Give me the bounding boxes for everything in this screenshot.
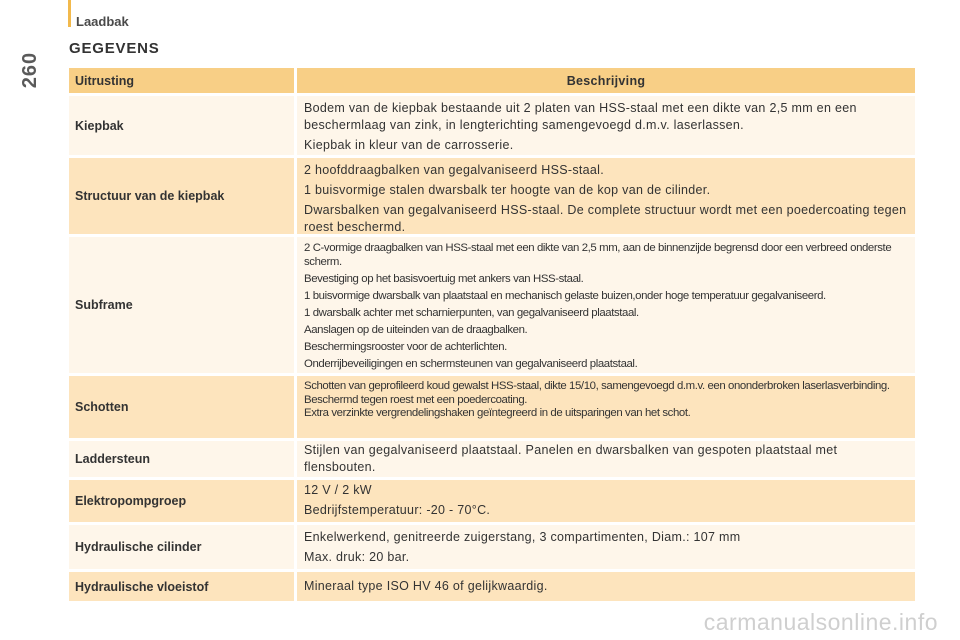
description-line: Bedrijfstemperatuur: -20 - 70°C. xyxy=(304,503,491,517)
specs-table xyxy=(69,68,915,604)
table-row xyxy=(69,96,915,155)
description-line: 2 C-vormige draagbalken van HSS-staal met een dikte van 2,5 mm, aan de binnenzijde begrensd door een verbreed onderste scherm. xyxy=(304,242,892,268)
description-line: Kiepbak in kleur van de carrosserie. xyxy=(304,138,514,152)
section-label: Laadbak xyxy=(76,14,129,29)
row-label: Hydraulische cilinder xyxy=(69,525,294,569)
description-line: Aanslagen op de uiteinden van de draagbalken. xyxy=(304,324,528,336)
row-label: Laddersteun xyxy=(69,441,294,477)
section-accent-bar xyxy=(68,0,71,27)
description-line: Enkelwerkend, genitreerde zuigerstang, 3 compartimenten, Diam.: 107 mm xyxy=(304,530,741,544)
row-description xyxy=(297,572,915,601)
page-number: 260 xyxy=(18,51,41,89)
table-row xyxy=(69,376,915,438)
table-row xyxy=(69,158,915,234)
table-row xyxy=(69,237,915,373)
description-line: 1 buisvormige dwarsbalk van plaatstaal en mechanisch gelaste buizen,onder hoge temperatuur gegalvaniseerd. xyxy=(304,290,826,302)
table-row xyxy=(69,480,915,522)
description-line: 1 dwarsbalk achter met scharnierpunten, van gegalvaniseerd plaatstaal. xyxy=(304,307,639,319)
row-description xyxy=(297,441,915,477)
row-label: Kiepbak xyxy=(69,96,294,155)
row-label: Elektropompgroep xyxy=(69,480,294,522)
description-line: Schotten van geprofileerd koud gewalst HSS-staal, dikte 15/10, samengevoegd d.m.v. een ononderbroken laserlasverbinding. xyxy=(304,380,890,392)
description-line: Bodem van de kiepbak bestaande uit 2 platen van HSS-staal met een dikte van 2,5 mm en een beschermlaag van zink, in lengterichting samengevoegd d.m.v. laserlassen. xyxy=(304,101,857,132)
description-line: Onderrijbeveiligingen en schermsteunen van gegalvaniseerd plaatstaal. xyxy=(304,358,638,370)
table-row xyxy=(69,572,915,601)
row-description xyxy=(297,237,915,373)
row-label: Hydraulische vloeistof xyxy=(69,572,294,601)
description-line: Extra verzinkte vergrendelingshaken geïntegreerd in de uitsparingen van het schot. xyxy=(304,407,691,419)
column-header-equipment: Uitrusting xyxy=(69,68,294,93)
description-line: Max. druk: 20 bar. xyxy=(304,550,410,564)
row-description xyxy=(297,158,915,234)
row-description xyxy=(297,96,915,155)
description-line: Beschermd tegen roest met een poedercoating. xyxy=(304,393,528,406)
row-description xyxy=(297,525,915,569)
description-line: 12 V / 2 kW xyxy=(304,483,372,497)
description-line: 2 hoofddraagbalken van gegalvaniseerd HSS-staal. xyxy=(304,163,605,177)
row-label: Structuur van de kiepbak xyxy=(69,158,294,234)
table-header-row xyxy=(69,68,915,93)
row-label: Subframe xyxy=(69,237,294,373)
row-description xyxy=(297,376,915,438)
watermark: carmanualsonline.info xyxy=(703,609,938,635)
table-row xyxy=(69,525,915,569)
page-title: GEGEVENS xyxy=(69,40,160,57)
description-line: Beschermingsrooster voor de achterlichten. xyxy=(304,341,507,353)
description-line: Mineraal type ISO HV 46 of gelijkwaardig. xyxy=(304,579,548,593)
description-line: Bevestiging op het basisvoertuig met ankers van HSS-staal. xyxy=(304,273,584,285)
row-label: Schotten xyxy=(69,376,294,438)
description-line: Dwarsbalken van gegalvaniseerd HSS-staal. De complete structuur wordt met een poedercoating tegen roest beschermd. xyxy=(304,203,907,234)
column-header-description: Beschrijving xyxy=(297,68,915,93)
description-line: Stijlen van gegalvaniseerd plaatstaal. Panelen en dwarsbalken van gespoten plaatstaal met flensbouten. xyxy=(304,443,838,474)
description-line: 1 buisvormige stalen dwarsbalk ter hoogte van de kop van de cilinder. xyxy=(304,183,711,197)
row-description xyxy=(297,480,915,522)
table-row xyxy=(69,441,915,477)
